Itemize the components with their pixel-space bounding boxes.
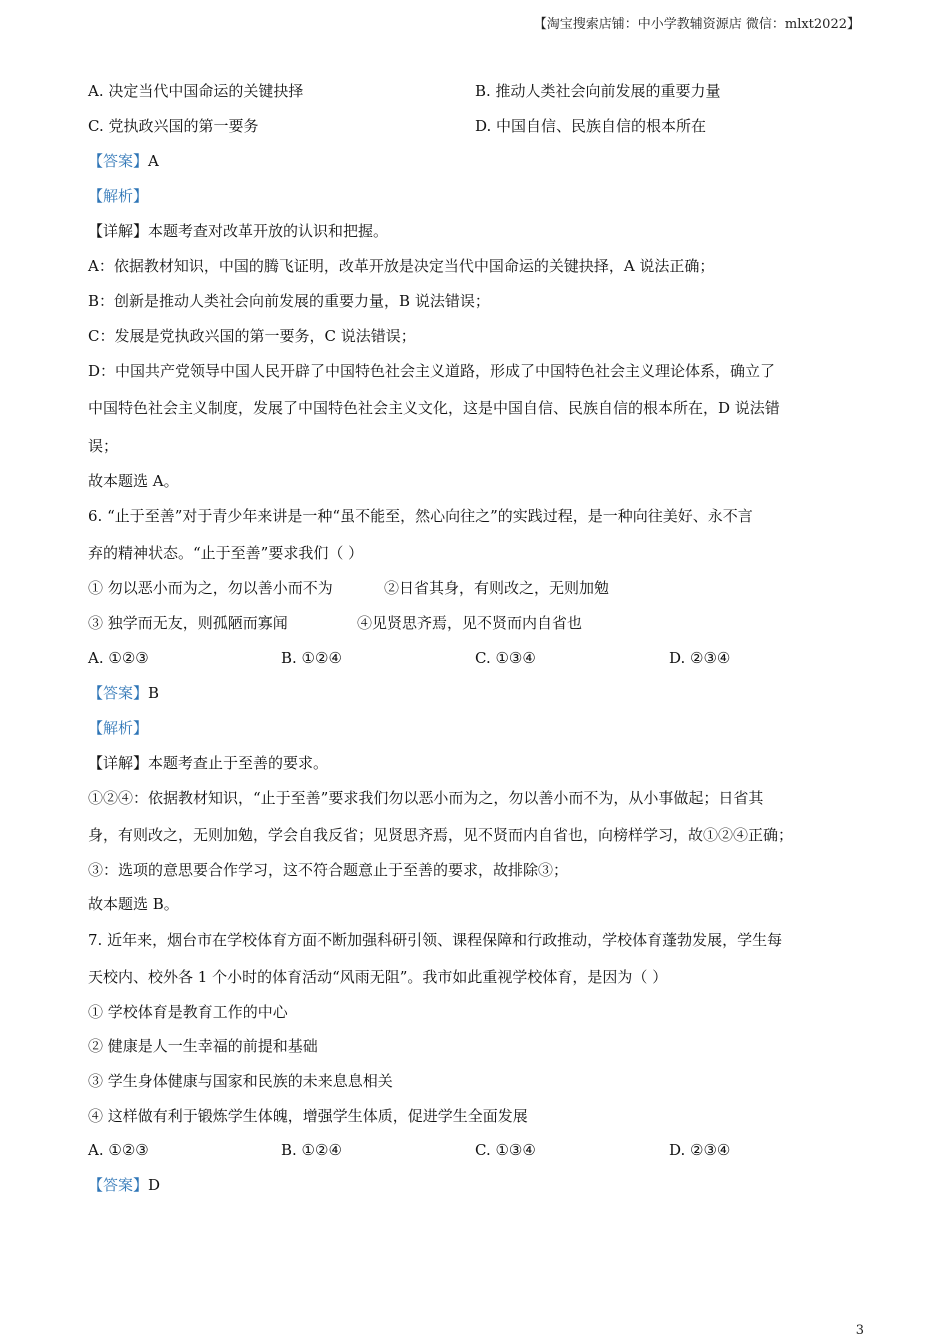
page-header: 【淘宝搜索店铺：中小学教辅资源店 微信：mlxt2022】	[533, 17, 860, 32]
q5-explain-d-line3: 误；	[88, 437, 119, 455]
q5-option-a: A. 决定当代中国命运的关键抉择	[88, 82, 304, 100]
q7-option-d: D. ②③④	[669, 1141, 731, 1159]
q6-item-4: ④见贤思齐焉，见不贤而内自省也	[357, 614, 583, 632]
q6-item-2: ②日省其身，有则改之，无则加勉	[384, 579, 610, 597]
q5-option-b: B. 推动人类社会向前发展的重要力量	[475, 82, 721, 100]
q6-stem-line1: 6. “止于至善”对于青少年来讲是一种“虽不能至，然心向往之”的实践过程，是一种向往美好、永不言	[88, 507, 753, 525]
q7-option-c: C. ①③④	[475, 1141, 536, 1159]
answer-tag: 【答案】	[88, 684, 149, 702]
q7-item-4: ④ 这样做有利于锻炼学生体魄，增强学生体质，促进学生全面发展	[88, 1107, 528, 1125]
q5-explain-a: A：依据教材知识，中国的腾飞证明，改革开放是决定当代中国命运的关键抉择，A 说法正确；	[88, 257, 715, 275]
q6-explain-line3: ③：选项的意思要合作学习，这不符合题意止于至善的要求，故排除③；	[88, 861, 569, 879]
q7-item-2: ② 健康是人一生幸福的前提和基础	[88, 1037, 318, 1055]
q6-option-d: D. ②③④	[669, 649, 731, 667]
q5-explain-d-line1: D：中国共产党领导中国人民开辟了中国特色社会主义道路，形成了中国特色社会主义理论体系，确立了	[88, 362, 776, 380]
q6-item-3: ③ 独学而无友，则孤陋而寡闻	[88, 614, 288, 632]
q5-analysis-tag: 【解析】	[88, 187, 149, 205]
answer-tag: 【答案】	[88, 152, 149, 170]
q6-option-a: A. ①②③	[88, 649, 149, 667]
q7-stem-line2: 天校内、校外各 1 个小时的体育活动“风雨无阻”。我市如此重视学校体育，是因为（ ）	[88, 968, 668, 986]
answer-tag: 【答案】	[88, 1176, 149, 1194]
q5-explain-b: B：创新是推动人类社会向前发展的重要力量，B 说法错误；	[88, 292, 490, 310]
answer-value: A	[148, 152, 159, 170]
q6-item-1: ① 勿以恶小而为之，勿以善小而不为	[88, 579, 333, 597]
q5-answer	[88, 151, 159, 171]
q6-option-c: C. ①③④	[475, 649, 536, 667]
q6-stem-line2: 弃的精神状态。“止于至善”要求我们（ ）	[88, 544, 364, 562]
q6-explain-line2: 身，有则改之，无则加勉，学会自我反省；见贤思齐焉，见不贤而内自省也，向榜样学习，故①②④正确；	[88, 826, 794, 844]
q6-answer	[88, 683, 159, 703]
q5-option-c: C. 党执政兴国的第一要务	[88, 117, 259, 135]
q7-option-b: B. ①②④	[281, 1141, 342, 1159]
q7-option-a: A. ①②③	[88, 1141, 149, 1159]
answer-value: D	[148, 1176, 161, 1194]
q6-explain-line1: ①②④：依据教材知识，“止于至善”要求我们勿以恶小而为之，勿以善小而不为，从小事做起；日省其	[88, 789, 764, 807]
q5-explain-c: C：发展是党执政兴国的第一要务，C 说法错误；	[88, 327, 416, 345]
answer-value: B	[148, 684, 160, 702]
q6-analysis-tag: 【解析】	[88, 719, 149, 737]
q5-detail: 【详解】本题考查对改革开放的认识和把握。	[88, 222, 389, 240]
q5-conclusion: 故本题选 A。	[88, 472, 179, 490]
q7-item-3: ③ 学生身体健康与国家和民族的未来息息相关	[88, 1072, 393, 1090]
q6-conclusion: 故本题选 B。	[88, 895, 179, 913]
q7-item-1: ① 学校体育是教育工作的中心	[88, 1003, 288, 1021]
page-number: 3	[855, 1323, 864, 1338]
q6-option-b: B. ①②④	[281, 649, 342, 667]
q6-detail: 【详解】本题考查止于至善的要求。	[88, 754, 329, 772]
q7-stem-line1: 7. 近年来，烟台市在学校体育方面不断加强科研引领、课程保障和行政推动，学校体育蓬勃发展，学生每	[88, 931, 783, 949]
q5-option-d: D. 中国自信、民族自信的根本所在	[475, 117, 707, 135]
q5-explain-d-line2: 中国特色社会主义制度，发展了中国特色社会主义文化，这是中国自信、民族自信的根本所在，D 说法错	[88, 399, 780, 417]
q7-answer	[88, 1175, 160, 1195]
